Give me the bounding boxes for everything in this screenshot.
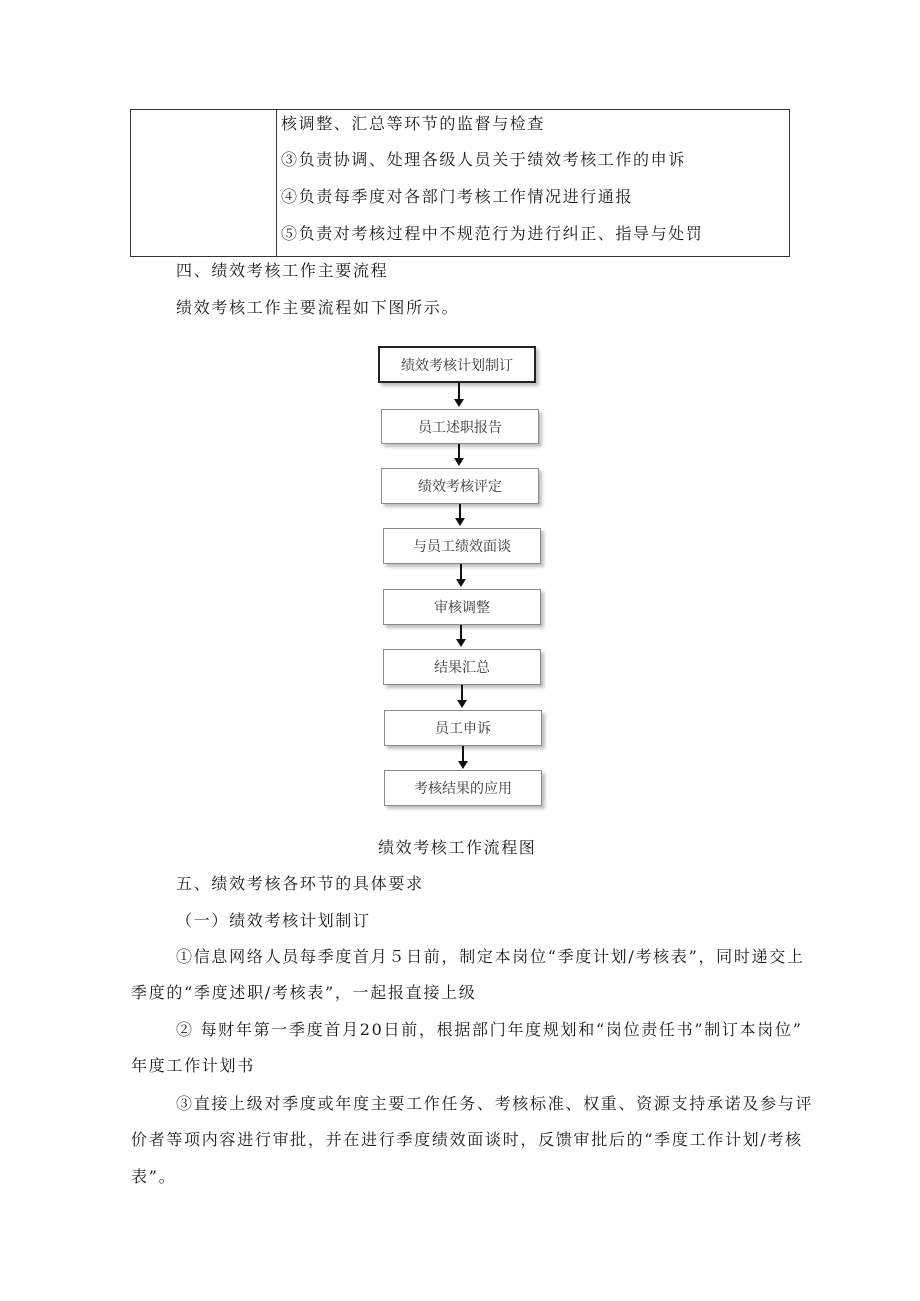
table-right-cell xyxy=(277,110,789,256)
para2-line1: ② 每财年第一季度首月20日前，根据部门年度规划和“岗位责任书”制订本岗位” xyxy=(176,1020,803,1039)
flow-step-5: 审核调整 xyxy=(383,589,541,625)
flow-step-4: 与员工绩效面谈 xyxy=(383,528,541,564)
section4-heading: 四、绩效考核工作主要流程 xyxy=(176,261,389,280)
flowchart-caption: 绩效考核工作流程图 xyxy=(378,838,537,857)
responsibility-table xyxy=(130,109,790,257)
flow-arrow-5 xyxy=(460,625,462,641)
table-left-cell xyxy=(131,110,277,256)
flow-arrow-4 xyxy=(460,564,462,581)
flow-arrow-6 xyxy=(461,685,463,702)
para3-line3: 表”。 xyxy=(131,1167,177,1186)
table-line-2: ③负责协调、处理各级人员关于绩效考核工作的申诉 xyxy=(281,150,686,169)
flow-arrow-2 xyxy=(458,444,460,460)
section5-heading: 五、绩效考核各环节的具体要求 xyxy=(176,874,424,893)
flow-step-2: 员工述职报告 xyxy=(381,409,539,444)
table-line-4: ⑤负责对考核过程中不规范行为进行纠正、指导与处罚 xyxy=(281,224,704,243)
para3-line1: ③直接上级对季度或年度主要工作任务、考核标准、权重、资源支持承诺及参与评 xyxy=(176,1094,814,1113)
para1-line2: 季度的“季度述职/考核表”，一起报直接上级 xyxy=(131,983,477,1002)
flow-step-7: 员工申诉 xyxy=(384,710,542,746)
flow-step-1: 绩效考核计划制订 xyxy=(378,346,536,383)
flow-arrow-7 xyxy=(462,746,464,763)
section4-intro: 绩效考核工作主要流程如下图所示。 xyxy=(176,298,460,317)
para2-line2: 年度工作计划书 xyxy=(131,1056,255,1075)
table-line-1: 核调整、汇总等环节的监督与检查 xyxy=(281,114,546,133)
flow-step-6: 结果汇总 xyxy=(383,649,541,685)
table-line-3: ④负责每季度对各部门考核工作情况进行通报 xyxy=(281,187,634,206)
flow-arrow-3 xyxy=(459,504,461,520)
flow-step-8: 考核结果的应用 xyxy=(384,770,542,806)
flow-step-3: 绩效考核评定 xyxy=(381,468,539,504)
subsection-1-heading: （一）绩效考核计划制订 xyxy=(176,911,371,930)
para1-line1: ①信息网络人员每季度首月５日前，制定本岗位“季度计划/考核表”，同时递交上 xyxy=(176,947,805,966)
para3-line2: 价者等项内容进行审批，并在进行季度绩效面谈时，反馈审批后的“季度工作计划/考核 xyxy=(131,1130,803,1149)
flow-arrow-1 xyxy=(458,383,460,401)
